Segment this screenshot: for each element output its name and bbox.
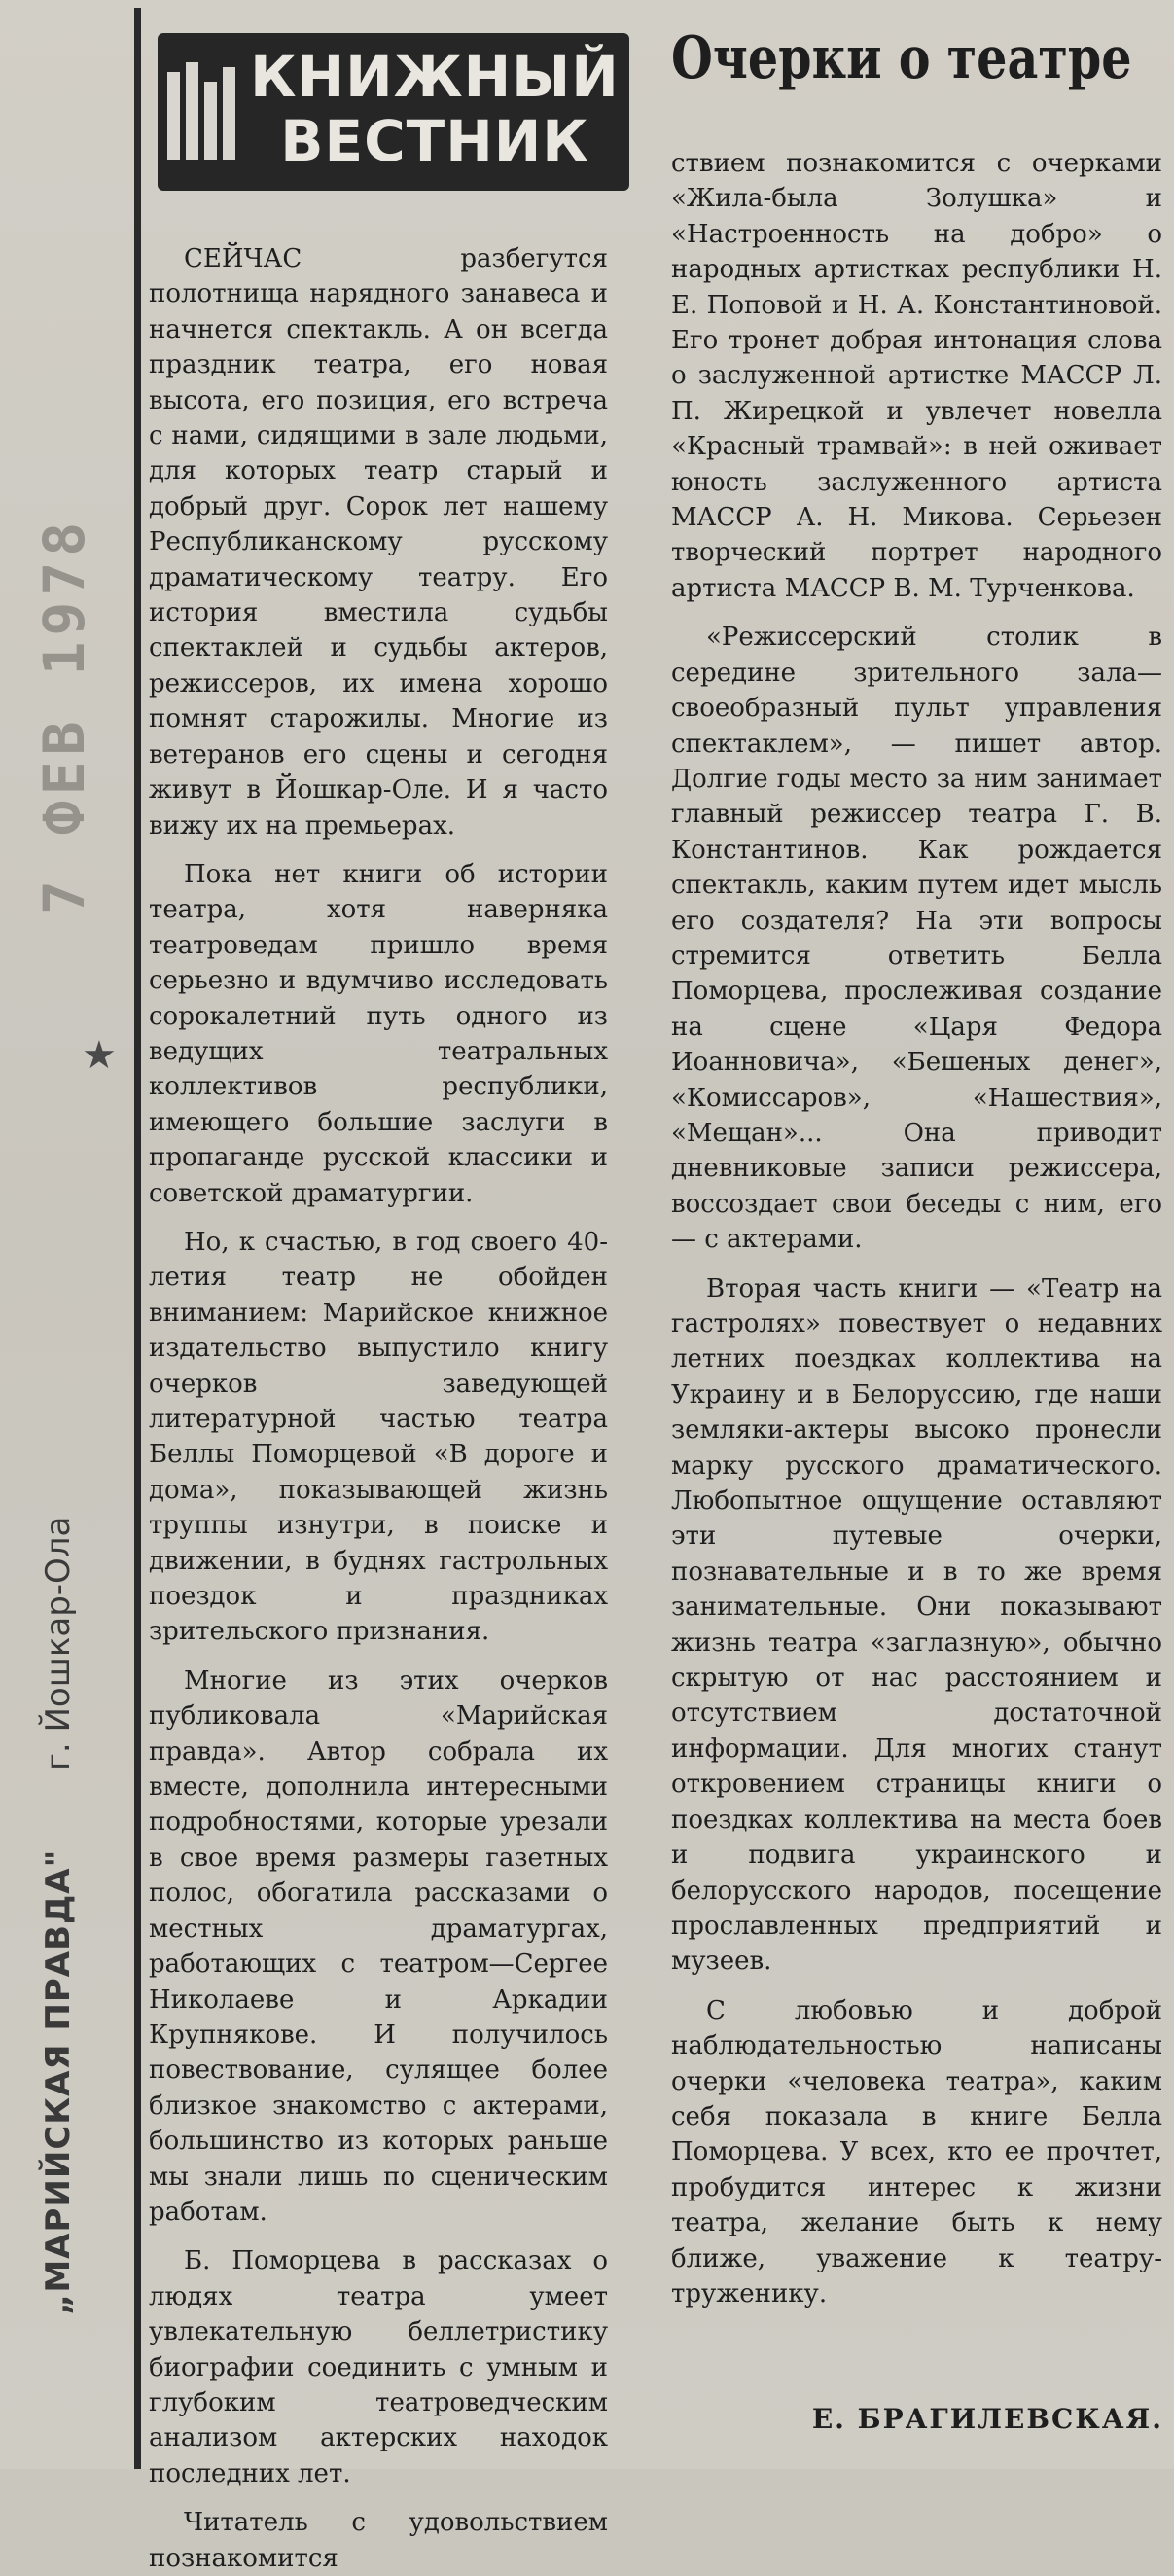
paragraph: Пока нет книги об истории театра, хотя наверняка театроведам пришло время серьезно и вдумчиво исследовать сорокалетний путь одного из ведущих театральных коллективов республики, имеющего большие заслуги в пропаганде русской классики и советской драматургии. [149, 859, 608, 1208]
paragraph: Вторая часть книги — «Театр на гастролях» повествует о недавних летних поездках коллектива на Украину и в Белоруссию, где наши земляки-актеры высоко пронесли марку русского драматического. Любопытное ощущение оставляют эти путевые очерки, познавательные и в то же время занимательные. Они показывают жизнь театра «заглазную», обычно скрытую от нас расстоянием и отсутствием достаточной информации. Для многих станут откровением страницы книги о поездках коллектива на места боев и подвига украинского и белорусского народов, посещение прославленных предприятий и музеев. [671, 1273, 1162, 1977]
side-margin-notes [31, 516, 136, 2315]
paragraph: ствием познакомится с очерками «Жила-была Золушка» и «Настроенность на добро» о народных артистках республики Н. Е. Поповой и Н. А. Константиновой. Его тронет добрая интонация слова о заслуженной артистке МАССР Л. П. Жирецкой и увлечет новелла «Красный трамвай»: в ней оживает юность заслуженного артиста МАССР А. Н. Микова. Серьезен творческий портрет народного артиста МАССР В. М. Турченкова. [671, 149, 1162, 603]
books-icon [167, 62, 235, 160]
paragraph: Многие из этих очерков публиковала «Марийская правда». Автор собрала их вместе, дополнила интересными подробностями, которые урезали в свое время размеры газетных полос, обогатила рассказами о местных драматургах, работающих с театром—Сергее Николаеве и Аркадии Крупнякове. И получилось повествование, сулящее более близкое знакомство с актерами, большинство из которых раньше мы знали лишь по сценическим работам. [149, 1665, 608, 2227]
paragraph: СЕЙЧАС разбегутся полотнища нарядного занавеса и начнется спектакль. А он всегда праздник театра, его новая высота, его позиция, его встреча с нами, сидящими в зале людьми, для которых театр старый и добрый друг. Сорок лет нашему Республиканскому русскому драматическому театру. Его история вместила судьбы спектаклей и судьбы актеров, режиссеров, их имена хорошо помнят старожилы. Многие из ветеранов его сцены и сегодня живут в Йошкар-Оле. И я часто вижу их на премьерах. [149, 244, 608, 841]
article-column-2 [671, 146, 1162, 2311]
star-icon: ★ [82, 1033, 117, 1078]
section-title [250, 45, 620, 173]
date-stamp: 7 ФЕВ 1978 [31, 516, 97, 914]
section-title-line2: ВЕСТНИК [280, 108, 589, 174]
author-signature: Е. БРАГИЛЕВСКАЯ. [811, 2403, 1163, 2435]
paragraph: С любовью и доброй наблюдательностью написаны очерки «человека театра», каким себя показала в книге Белла Поморцева. У всех, кто ее прочтет, пробудится интерес к жизни театра, желание быть к нему ближе, уважение к театру-труженику. [671, 1995, 1162, 2308]
section-logo [158, 33, 629, 191]
paragraph: «Режиссерский столик в середине зрительного зала—своеобразный пульт управления спектаклем», — пишет автор. Долгие годы место за ним занимает главный режиссер театра Г. В. Константинов. Как рождается спектакль, каким путем идет мысль его создателя? На эти вопросы стремится ответить Белла Поморцева, прослеживая создание на сцене «Царя Федора Иоанновича», «Бешеных денег», «Комиссаров», «Нашествия», «Мещан»... Она приводит дневниковые записи режиссера, воссоздает свои беседы с ним, его — с актерами. [671, 623, 1162, 1255]
paragraph: Б. Поморцева в рассказах о людях театра умеет увлекательную беллетристику биографии соединить с умным и глубоким театроведческим анализом актерских находок последних лет. [149, 2246, 608, 2488]
source-city: г. Йошкар-Ола [39, 1516, 78, 1771]
article-column-1 [149, 241, 608, 2576]
paragraph: Читатель с удовольствием познакомится [149, 2508, 608, 2573]
article-headline: Очерки о театре [671, 24, 1132, 92]
paragraph: Но, к счастью, в год своего 40-летия театр не обойден вниманием: Марийское книжное издательство выпустило книгу очерков заведующей литературной частью театра Беллы Поморцевой «В дороге и дома», показывающей жизнь труппы изнутри, в поиске и движении, в буднях гастрольных поездок и праздниках зрительского признания. [149, 1227, 608, 1647]
source-newspaper-name: „МАРИЙСКАЯ ПРАВДА" [39, 1848, 78, 2315]
section-title-line1: КНИЖНЫЙ [250, 44, 620, 110]
